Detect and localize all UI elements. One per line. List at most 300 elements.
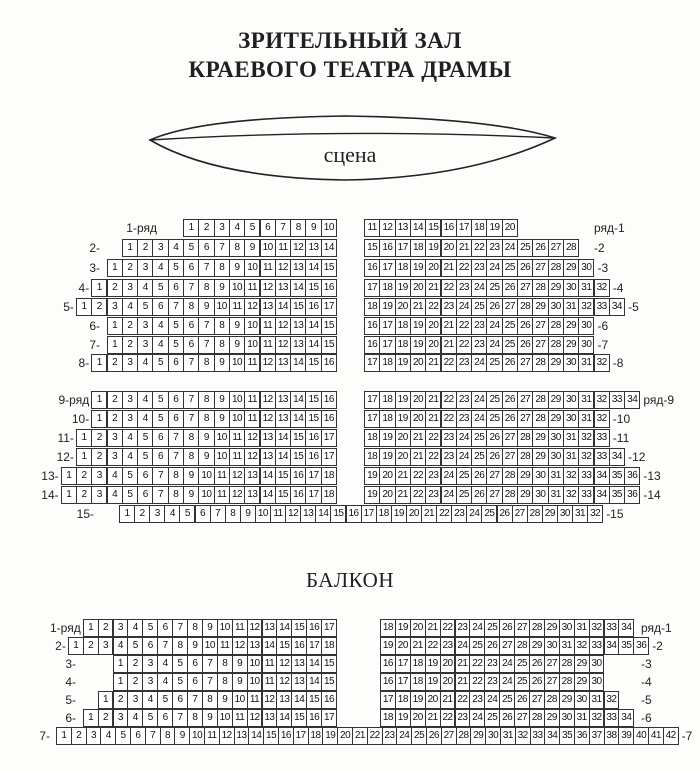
hall-row-10-seat-23[interactable]: 23	[456, 410, 472, 428]
balcony-row-7-seat-9[interactable]: 9	[174, 727, 190, 745]
hall-row-13-seat-19[interactable]: 19	[364, 467, 380, 485]
hall-row-6-seat-12[interactable]: 12	[275, 317, 291, 335]
hall-row-15-seat-23[interactable]: 23	[451, 505, 467, 523]
hall-row-14-seat-30[interactable]: 30	[532, 486, 548, 504]
balcony-row-3-seat-3[interactable]: 3	[142, 655, 158, 673]
hall-row-4-seat-31[interactable]: 31	[578, 279, 594, 297]
hall-row-13-seat-11[interactable]: 11	[214, 467, 230, 485]
balcony-row-1-seat-28[interactable]: 28	[529, 619, 545, 637]
balcony-row-5-seat-11[interactable]: 11	[247, 691, 263, 709]
balcony-row-2-seat-28[interactable]: 28	[514, 637, 530, 655]
hall-row-8-seat-25[interactable]: 25	[486, 354, 502, 372]
balcony-row-4-seat-18[interactable]: 18	[410, 673, 426, 691]
hall-row-8-seat-10[interactable]: 10	[229, 354, 245, 372]
balcony-row-1-seat-15[interactable]: 15	[291, 619, 307, 637]
balcony-row-1-seat-29[interactable]: 29	[544, 619, 560, 637]
hall-row-13-seat-8[interactable]: 8	[168, 467, 184, 485]
hall-row-14-seat-29[interactable]: 29	[517, 486, 533, 504]
balcony-row-7-seat-22[interactable]: 22	[367, 727, 383, 745]
hall-row-14-seat-8[interactable]: 8	[168, 486, 184, 504]
hall-row-8-seat-14[interactable]: 14	[290, 354, 306, 372]
hall-row-7-seat-13[interactable]: 13	[290, 336, 306, 354]
balcony-row-1-seat-16[interactable]: 16	[306, 619, 322, 637]
hall-row-14-seat-10[interactable]: 10	[198, 486, 214, 504]
balcony-row-5-seat-10[interactable]: 10	[232, 691, 248, 709]
hall-row-1-seat-16[interactable]: 16	[441, 219, 457, 237]
hall-row-3-seat-28[interactable]: 28	[548, 259, 564, 277]
hall-row-10-seat-27[interactable]: 27	[517, 410, 533, 428]
balcony-row-5-seat-32[interactable]: 32	[604, 691, 620, 709]
hall-row-14-seat-23[interactable]: 23	[425, 486, 441, 504]
hall-row-9-seat-8[interactable]: 8	[198, 391, 214, 409]
hall-row-5-seat-27[interactable]: 27	[502, 298, 518, 316]
hall-row-4-seat-15[interactable]: 15	[305, 279, 321, 297]
balcony-row-7-seat-29[interactable]: 29	[470, 727, 486, 745]
balcony-row-4-seat-11[interactable]: 11	[262, 673, 278, 691]
hall-row-12-seat-34[interactable]: 34	[609, 448, 625, 466]
hall-row-2-seat-21[interactable]: 21	[456, 239, 472, 257]
hall-row-15-seat-15[interactable]: 15	[330, 505, 346, 523]
balcony-row-4-seat-30[interactable]: 30	[589, 673, 605, 691]
balcony-row-4-seat-8[interactable]: 8	[217, 673, 233, 691]
balcony-row-4-seat-28[interactable]: 28	[559, 673, 575, 691]
hall-row-11-seat-11[interactable]: 11	[229, 429, 245, 447]
balcony-row-6-seat-33[interactable]: 33	[604, 709, 620, 727]
balcony-row-1-seat-31[interactable]: 31	[574, 619, 590, 637]
hall-row-13-seat-5[interactable]: 5	[122, 467, 138, 485]
balcony-row-2-seat-17[interactable]: 17	[306, 637, 322, 655]
hall-row-6-seat-11[interactable]: 11	[260, 317, 276, 335]
hall-row-12-seat-2[interactable]: 2	[91, 448, 107, 466]
balcony-row-5-seat-1[interactable]: 1	[98, 691, 114, 709]
balcony-row-2-seat-4[interactable]: 4	[113, 637, 129, 655]
hall-row-12-seat-4[interactable]: 4	[122, 448, 138, 466]
balcony-row-7-seat-17[interactable]: 17	[293, 727, 309, 745]
balcony-row-4-seat-21[interactable]: 21	[455, 673, 471, 691]
hall-row-10-seat-4[interactable]: 4	[137, 410, 153, 428]
balcony-row-5-seat-14[interactable]: 14	[291, 691, 307, 709]
hall-row-9-seat-4[interactable]: 4	[137, 391, 153, 409]
hall-row-3-seat-11[interactable]: 11	[260, 259, 276, 277]
hall-row-7-seat-26[interactable]: 26	[517, 336, 533, 354]
hall-row-7-seat-27[interactable]: 27	[532, 336, 548, 354]
hall-row-13-seat-25[interactable]: 25	[456, 467, 472, 485]
hall-row-15-seat-24[interactable]: 24	[466, 505, 482, 523]
hall-row-8-seat-1[interactable]: 1	[91, 354, 107, 372]
hall-row-12-seat-20[interactable]: 20	[395, 448, 411, 466]
balcony-row-2-seat-24[interactable]: 24	[455, 637, 471, 655]
hall-row-5-seat-13[interactable]: 13	[260, 298, 276, 316]
hall-row-6-seat-27[interactable]: 27	[532, 317, 548, 335]
balcony-row-4-seat-14[interactable]: 14	[306, 673, 322, 691]
balcony-row-3-seat-22[interactable]: 22	[469, 655, 485, 673]
balcony-row-4-seat-1[interactable]: 1	[113, 673, 129, 691]
balcony-row-5-seat-23[interactable]: 23	[469, 691, 485, 709]
hall-row-13-seat-20[interactable]: 20	[379, 467, 395, 485]
hall-row-10-seat-6[interactable]: 6	[168, 410, 184, 428]
hall-row-13-seat-30[interactable]: 30	[532, 467, 548, 485]
balcony-row-3-seat-13[interactable]: 13	[291, 655, 307, 673]
hall-row-6-seat-30[interactable]: 30	[578, 317, 594, 335]
balcony-row-3-seat-21[interactable]: 21	[455, 655, 471, 673]
balcony-row-2-seat-23[interactable]: 23	[440, 637, 456, 655]
hall-row-13-seat-27[interactable]: 27	[486, 467, 502, 485]
balcony-row-7-seat-16[interactable]: 16	[278, 727, 294, 745]
balcony-row-7-seat-42[interactable]: 42	[663, 727, 679, 745]
balcony-row-7-seat-27[interactable]: 27	[441, 727, 457, 745]
hall-row-4-seat-21[interactable]: 21	[425, 279, 441, 297]
balcony-row-7-seat-7[interactable]: 7	[145, 727, 161, 745]
hall-row-15-seat-22[interactable]: 22	[436, 505, 452, 523]
hall-row-13-seat-7[interactable]: 7	[152, 467, 168, 485]
hall-row-10-seat-10[interactable]: 10	[229, 410, 245, 428]
balcony-row-1-seat-13[interactable]: 13	[262, 619, 278, 637]
hall-row-14-seat-28[interactable]: 28	[502, 486, 518, 504]
hall-row-12-seat-21[interactable]: 21	[410, 448, 426, 466]
balcony-row-7-seat-25[interactable]: 25	[411, 727, 427, 745]
balcony-row-2-seat-31[interactable]: 31	[559, 637, 575, 655]
hall-row-8-seat-22[interactable]: 22	[441, 354, 457, 372]
hall-row-8-seat-11[interactable]: 11	[244, 354, 260, 372]
hall-row-3-seat-30[interactable]: 30	[578, 259, 594, 277]
hall-row-5-seat-17[interactable]: 17	[321, 298, 337, 316]
hall-row-13-seat-18[interactable]: 18	[321, 467, 337, 485]
balcony-row-4-seat-16[interactable]: 16	[380, 673, 396, 691]
hall-row-1-seat-15[interactable]: 15	[425, 219, 441, 237]
hall-row-8-seat-12[interactable]: 12	[260, 354, 276, 372]
hall-row-14-seat-26[interactable]: 26	[471, 486, 487, 504]
balcony-row-6-seat-24[interactable]: 24	[469, 709, 485, 727]
hall-row-13-seat-35[interactable]: 35	[609, 467, 625, 485]
balcony-row-7-seat-28[interactable]: 28	[456, 727, 472, 745]
hall-row-2-seat-22[interactable]: 22	[471, 239, 487, 257]
hall-row-12-seat-5[interactable]: 5	[137, 448, 153, 466]
hall-row-7-seat-9[interactable]: 9	[229, 336, 245, 354]
hall-row-5-seat-28[interactable]: 28	[517, 298, 533, 316]
hall-row-3-seat-24[interactable]: 24	[486, 259, 502, 277]
hall-row-14-seat-6[interactable]: 6	[137, 486, 153, 504]
hall-row-8-seat-31[interactable]: 31	[578, 354, 594, 372]
hall-row-14-seat-18[interactable]: 18	[321, 486, 337, 504]
hall-row-6-seat-15[interactable]: 15	[321, 317, 337, 335]
hall-row-2-seat-5[interactable]: 5	[183, 239, 199, 257]
hall-row-6-seat-20[interactable]: 20	[425, 317, 441, 335]
hall-row-9-seat-30[interactable]: 30	[563, 391, 579, 409]
balcony-row-7-seat-20[interactable]: 20	[337, 727, 353, 745]
hall-row-3-seat-27[interactable]: 27	[532, 259, 548, 277]
hall-row-9-seat-1[interactable]: 1	[91, 391, 107, 409]
hall-row-11-seat-26[interactable]: 26	[486, 429, 502, 447]
hall-row-6-seat-29[interactable]: 29	[563, 317, 579, 335]
balcony-row-7-seat-8[interactable]: 8	[160, 727, 176, 745]
hall-row-11-seat-14[interactable]: 14	[275, 429, 291, 447]
hall-row-11-seat-7[interactable]: 7	[168, 429, 184, 447]
hall-row-2-seat-27[interactable]: 27	[548, 239, 564, 257]
hall-row-5-seat-20[interactable]: 20	[395, 298, 411, 316]
balcony-row-2-seat-19[interactable]: 19	[380, 637, 396, 655]
balcony-row-3-seat-23[interactable]: 23	[484, 655, 500, 673]
hall-row-11-seat-23[interactable]: 23	[441, 429, 457, 447]
hall-row-12-seat-12[interactable]: 12	[244, 448, 260, 466]
hall-row-13-seat-12[interactable]: 12	[229, 467, 245, 485]
balcony-row-7-seat-31[interactable]: 31	[500, 727, 516, 745]
balcony-row-2-seat-20[interactable]: 20	[395, 637, 411, 655]
hall-row-13-seat-3[interactable]: 3	[91, 467, 107, 485]
balcony-row-3-seat-8[interactable]: 8	[217, 655, 233, 673]
hall-row-14-seat-13[interactable]: 13	[244, 486, 260, 504]
balcony-row-7-seat-33[interactable]: 33	[530, 727, 546, 745]
hall-row-4-seat-14[interactable]: 14	[290, 279, 306, 297]
hall-row-5-seat-10[interactable]: 10	[214, 298, 230, 316]
balcony-row-3-seat-15[interactable]: 15	[321, 655, 337, 673]
hall-row-9-seat-15[interactable]: 15	[305, 391, 321, 409]
hall-row-9-seat-20[interactable]: 20	[410, 391, 426, 409]
hall-row-4-seat-23[interactable]: 23	[456, 279, 472, 297]
balcony-row-2-seat-32[interactable]: 32	[574, 637, 590, 655]
hall-row-6-seat-13[interactable]: 13	[290, 317, 306, 335]
hall-row-12-seat-29[interactable]: 29	[532, 448, 548, 466]
hall-row-9-seat-10[interactable]: 10	[229, 391, 245, 409]
hall-row-13-seat-15[interactable]: 15	[275, 467, 291, 485]
hall-row-14-seat-31[interactable]: 31	[548, 486, 564, 504]
hall-row-13-seat-33[interactable]: 33	[578, 467, 594, 485]
balcony-row-6-seat-5[interactable]: 5	[142, 709, 158, 727]
hall-row-14-seat-33[interactable]: 33	[578, 486, 594, 504]
balcony-row-2-seat-34[interactable]: 34	[604, 637, 620, 655]
hall-row-10-seat-9[interactable]: 9	[214, 410, 230, 428]
hall-row-15-seat-29[interactable]: 29	[542, 505, 558, 523]
hall-row-8-seat-4[interactable]: 4	[137, 354, 153, 372]
balcony-row-1-seat-23[interactable]: 23	[455, 619, 471, 637]
hall-row-9-seat-29[interactable]: 29	[548, 391, 564, 409]
balcony-row-7-seat-36[interactable]: 36	[574, 727, 590, 745]
balcony-row-1-seat-9[interactable]: 9	[202, 619, 218, 637]
hall-row-15-seat-7[interactable]: 7	[210, 505, 226, 523]
hall-row-6-seat-17[interactable]: 17	[379, 317, 395, 335]
hall-row-14-seat-11[interactable]: 11	[214, 486, 230, 504]
balcony-row-6-seat-15[interactable]: 15	[291, 709, 307, 727]
hall-row-7-seat-29[interactable]: 29	[563, 336, 579, 354]
balcony-row-3-seat-25[interactable]: 25	[514, 655, 530, 673]
balcony-row-5-seat-21[interactable]: 21	[440, 691, 456, 709]
hall-row-2-seat-8[interactable]: 8	[229, 239, 245, 257]
hall-row-14-seat-20[interactable]: 20	[379, 486, 395, 504]
hall-row-10-seat-18[interactable]: 18	[379, 410, 395, 428]
hall-row-10-seat-5[interactable]: 5	[152, 410, 168, 428]
hall-row-6-seat-23[interactable]: 23	[471, 317, 487, 335]
hall-row-11-seat-29[interactable]: 29	[532, 429, 548, 447]
hall-row-3-seat-25[interactable]: 25	[502, 259, 518, 277]
hall-row-11-seat-3[interactable]: 3	[107, 429, 123, 447]
balcony-row-3-seat-17[interactable]: 17	[395, 655, 411, 673]
hall-row-2-seat-26[interactable]: 26	[532, 239, 548, 257]
balcony-row-4-seat-19[interactable]: 19	[425, 673, 441, 691]
hall-row-4-seat-10[interactable]: 10	[229, 279, 245, 297]
hall-row-5-seat-9[interactable]: 9	[198, 298, 214, 316]
balcony-row-6-seat-19[interactable]: 19	[395, 709, 411, 727]
hall-row-12-seat-14[interactable]: 14	[275, 448, 291, 466]
balcony-row-6-seat-4[interactable]: 4	[127, 709, 143, 727]
balcony-row-1-seat-6[interactable]: 6	[157, 619, 173, 637]
hall-row-1-seat-9[interactable]: 9	[305, 219, 321, 237]
balcony-row-5-seat-7[interactable]: 7	[187, 691, 203, 709]
hall-row-7-seat-4[interactable]: 4	[152, 336, 168, 354]
hall-row-15-seat-28[interactable]: 28	[527, 505, 543, 523]
hall-row-5-seat-1[interactable]: 1	[76, 298, 92, 316]
hall-row-12-seat-3[interactable]: 3	[107, 448, 123, 466]
balcony-row-1-seat-27[interactable]: 27	[514, 619, 530, 637]
balcony-row-3-seat-19[interactable]: 19	[425, 655, 441, 673]
hall-row-3-seat-3[interactable]: 3	[137, 259, 153, 277]
balcony-row-1-seat-3[interactable]: 3	[113, 619, 129, 637]
hall-row-11-seat-30[interactable]: 30	[548, 429, 564, 447]
hall-row-15-seat-3[interactable]: 3	[149, 505, 165, 523]
hall-row-10-seat-28[interactable]: 28	[532, 410, 548, 428]
hall-row-12-seat-15[interactable]: 15	[290, 448, 306, 466]
hall-row-4-seat-22[interactable]: 22	[441, 279, 457, 297]
hall-row-15-seat-4[interactable]: 4	[164, 505, 180, 523]
balcony-row-5-seat-26[interactable]: 26	[514, 691, 530, 709]
hall-row-7-seat-12[interactable]: 12	[275, 336, 291, 354]
hall-row-2-seat-10[interactable]: 10	[260, 239, 276, 257]
hall-row-8-seat-21[interactable]: 21	[425, 354, 441, 372]
balcony-row-2-seat-14[interactable]: 14	[262, 637, 278, 655]
balcony-row-4-seat-7[interactable]: 7	[202, 673, 218, 691]
hall-row-8-seat-26[interactable]: 26	[502, 354, 518, 372]
balcony-row-6-seat-11[interactable]: 11	[232, 709, 248, 727]
hall-row-3-seat-4[interactable]: 4	[152, 259, 168, 277]
balcony-row-5-seat-18[interactable]: 18	[395, 691, 411, 709]
hall-row-5-seat-12[interactable]: 12	[244, 298, 260, 316]
balcony-row-1-seat-1[interactable]: 1	[83, 619, 99, 637]
hall-row-4-seat-18[interactable]: 18	[379, 279, 395, 297]
hall-row-4-seat-8[interactable]: 8	[198, 279, 214, 297]
hall-row-15-seat-25[interactable]: 25	[481, 505, 497, 523]
hall-row-14-seat-36[interactable]: 36	[624, 486, 640, 504]
hall-row-9-seat-14[interactable]: 14	[290, 391, 306, 409]
hall-row-3-seat-1[interactable]: 1	[107, 259, 123, 277]
hall-row-7-seat-21[interactable]: 21	[441, 336, 457, 354]
hall-row-9-seat-22[interactable]: 22	[441, 391, 457, 409]
balcony-row-1-seat-8[interactable]: 8	[187, 619, 203, 637]
hall-row-6-seat-14[interactable]: 14	[305, 317, 321, 335]
balcony-row-3-seat-5[interactable]: 5	[172, 655, 188, 673]
hall-row-4-seat-3[interactable]: 3	[122, 279, 138, 297]
hall-row-13-seat-23[interactable]: 23	[425, 467, 441, 485]
balcony-row-3-seat-1[interactable]: 1	[113, 655, 129, 673]
hall-row-12-seat-26[interactable]: 26	[486, 448, 502, 466]
hall-row-11-seat-24[interactable]: 24	[456, 429, 472, 447]
hall-row-10-seat-20[interactable]: 20	[410, 410, 426, 428]
hall-row-15-seat-5[interactable]: 5	[179, 505, 195, 523]
hall-row-5-seat-32[interactable]: 32	[578, 298, 594, 316]
balcony-row-1-seat-7[interactable]: 7	[172, 619, 188, 637]
balcony-row-7-seat-3[interactable]: 3	[86, 727, 102, 745]
hall-row-8-seat-16[interactable]: 16	[321, 354, 337, 372]
hall-row-6-seat-10[interactable]: 10	[244, 317, 260, 335]
balcony-row-1-seat-12[interactable]: 12	[247, 619, 263, 637]
hall-row-1-seat-11[interactable]: 11	[364, 219, 380, 237]
hall-row-7-seat-6[interactable]: 6	[183, 336, 199, 354]
hall-row-9-seat-9[interactable]: 9	[214, 391, 230, 409]
hall-row-15-seat-21[interactable]: 21	[421, 505, 437, 523]
balcony-row-3-seat-9[interactable]: 9	[232, 655, 248, 673]
hall-row-10-seat-26[interactable]: 26	[502, 410, 518, 428]
balcony-row-2-seat-11[interactable]: 11	[217, 637, 233, 655]
hall-row-5-seat-4[interactable]: 4	[122, 298, 138, 316]
hall-row-4-seat-5[interactable]: 5	[152, 279, 168, 297]
hall-row-5-seat-30[interactable]: 30	[548, 298, 564, 316]
hall-row-12-seat-27[interactable]: 27	[502, 448, 518, 466]
balcony-row-4-seat-22[interactable]: 22	[469, 673, 485, 691]
hall-row-2-seat-25[interactable]: 25	[517, 239, 533, 257]
hall-row-6-seat-1[interactable]: 1	[107, 317, 123, 335]
hall-row-9-seat-17[interactable]: 17	[364, 391, 380, 409]
hall-row-2-seat-24[interactable]: 24	[502, 239, 518, 257]
hall-row-15-seat-27[interactable]: 27	[512, 505, 528, 523]
hall-row-14-seat-35[interactable]: 35	[609, 486, 625, 504]
balcony-row-3-seat-6[interactable]: 6	[187, 655, 203, 673]
hall-row-4-seat-4[interactable]: 4	[137, 279, 153, 297]
hall-row-5-seat-16[interactable]: 16	[305, 298, 321, 316]
hall-row-9-seat-28[interactable]: 28	[532, 391, 548, 409]
hall-row-4-seat-17[interactable]: 17	[364, 279, 380, 297]
balcony-row-7-seat-13[interactable]: 13	[234, 727, 250, 745]
hall-row-7-seat-19[interactable]: 19	[410, 336, 426, 354]
hall-row-8-seat-2[interactable]: 2	[107, 354, 123, 372]
hall-row-1-seat-19[interactable]: 19	[486, 219, 502, 237]
balcony-row-2-seat-27[interactable]: 27	[499, 637, 515, 655]
balcony-row-4-seat-6[interactable]: 6	[187, 673, 203, 691]
hall-row-10-seat-13[interactable]: 13	[275, 410, 291, 428]
hall-row-7-seat-30[interactable]: 30	[578, 336, 594, 354]
balcony-row-5-seat-24[interactable]: 24	[484, 691, 500, 709]
hall-row-2-seat-9[interactable]: 9	[244, 239, 260, 257]
hall-row-13-seat-2[interactable]: 2	[76, 467, 92, 485]
hall-row-4-seat-32[interactable]: 32	[594, 279, 610, 297]
balcony-row-6-seat-23[interactable]: 23	[455, 709, 471, 727]
hall-row-11-seat-31[interactable]: 31	[563, 429, 579, 447]
balcony-row-5-seat-13[interactable]: 13	[276, 691, 292, 709]
hall-row-7-seat-16[interactable]: 16	[364, 336, 380, 354]
hall-row-7-seat-11[interactable]: 11	[260, 336, 276, 354]
hall-row-10-seat-14[interactable]: 14	[290, 410, 306, 428]
hall-row-1-seat-13[interactable]: 13	[395, 219, 411, 237]
hall-row-15-seat-13[interactable]: 13	[300, 505, 316, 523]
hall-row-7-seat-25[interactable]: 25	[502, 336, 518, 354]
hall-row-7-seat-20[interactable]: 20	[425, 336, 441, 354]
hall-row-4-seat-26[interactable]: 26	[502, 279, 518, 297]
hall-row-6-seat-16[interactable]: 16	[364, 317, 380, 335]
hall-row-4-seat-9[interactable]: 9	[214, 279, 230, 297]
hall-row-12-seat-25[interactable]: 25	[471, 448, 487, 466]
balcony-row-5-seat-27[interactable]: 27	[529, 691, 545, 709]
hall-row-11-seat-18[interactable]: 18	[364, 429, 380, 447]
balcony-row-2-seat-1[interactable]: 1	[68, 637, 84, 655]
hall-row-2-seat-2[interactable]: 2	[137, 239, 153, 257]
balcony-row-5-seat-29[interactable]: 29	[559, 691, 575, 709]
balcony-row-1-seat-17[interactable]: 17	[321, 619, 337, 637]
balcony-row-6-seat-29[interactable]: 29	[544, 709, 560, 727]
balcony-row-5-seat-25[interactable]: 25	[499, 691, 515, 709]
hall-row-12-seat-11[interactable]: 11	[229, 448, 245, 466]
balcony-row-5-seat-28[interactable]: 28	[544, 691, 560, 709]
hall-row-8-seat-7[interactable]: 7	[183, 354, 199, 372]
balcony-row-3-seat-18[interactable]: 18	[410, 655, 426, 673]
balcony-row-2-seat-16[interactable]: 16	[291, 637, 307, 655]
hall-row-10-seat-1[interactable]: 1	[91, 410, 107, 428]
hall-row-13-seat-9[interactable]: 9	[183, 467, 199, 485]
